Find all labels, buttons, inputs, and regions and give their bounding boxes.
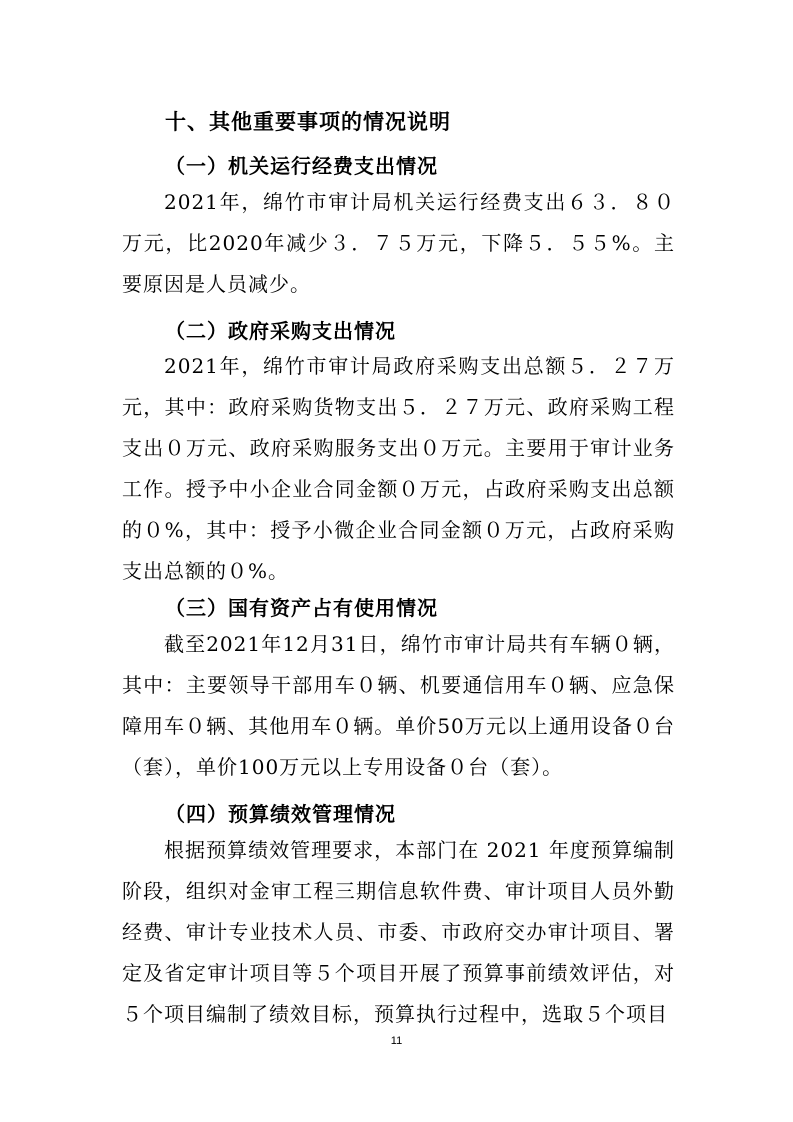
subsection-paragraph-2: 2021年，绵竹市审计局政府采购支出总额５．２７万元，其中：政府采购货物支出５．２７万元、政府采购工程支出０万元、政府采购服务支出０万元。主要用于审计业务工作。授予中小企业合同金额０万元，占政府采购支出总额的０%，其中：授予小微企业合同金额０万元，占政府采购支出总额的０%。	[122, 354, 675, 583]
subsection-heading-4: （四）预算绩效管理情况	[165, 802, 396, 826]
subsection-heading-2: （二）政府采购支出情况	[165, 319, 396, 343]
page-number: 11	[390, 1035, 403, 1047]
subsection-paragraph-4: 根据预算绩效管理要求，本部门在 2021 年度预算编制阶段，组织对金审工程三期信息软件费、审计项目人员外勤经费、审计专业技术人员、市委、市政府交办审计项目、署定及省定审计项目等５个项目开展了预算事前绩效评估，对５个项目编制了绩效目标，预算执行过程中，选取５个项目	[122, 838, 675, 1026]
subsection-heading-3: （三）国有资产占有使用情况	[165, 596, 438, 620]
section-title: 十、其他重要事项的情况说明	[165, 110, 451, 134]
subsection-heading-1: （一）机关运行经费支出情况	[165, 154, 438, 178]
subsection-paragraph-3: 截至2021年12月31日，绵竹市审计局共有车辆０辆，其中：主要领导干部用车０辆、机要通信用车０辆、应急保障用车０辆、其他用车０辆。单价50万元以上通用设备０台（套），单价100万元以上专用设备０台（套）。	[122, 632, 675, 779]
subsection-paragraph-1: 2021年，绵竹市审计局机关运行经费支出６３．８０万元，比2020年减少３．７５万元，下降５．５５%。主要原因是人员减少。	[122, 190, 675, 296]
